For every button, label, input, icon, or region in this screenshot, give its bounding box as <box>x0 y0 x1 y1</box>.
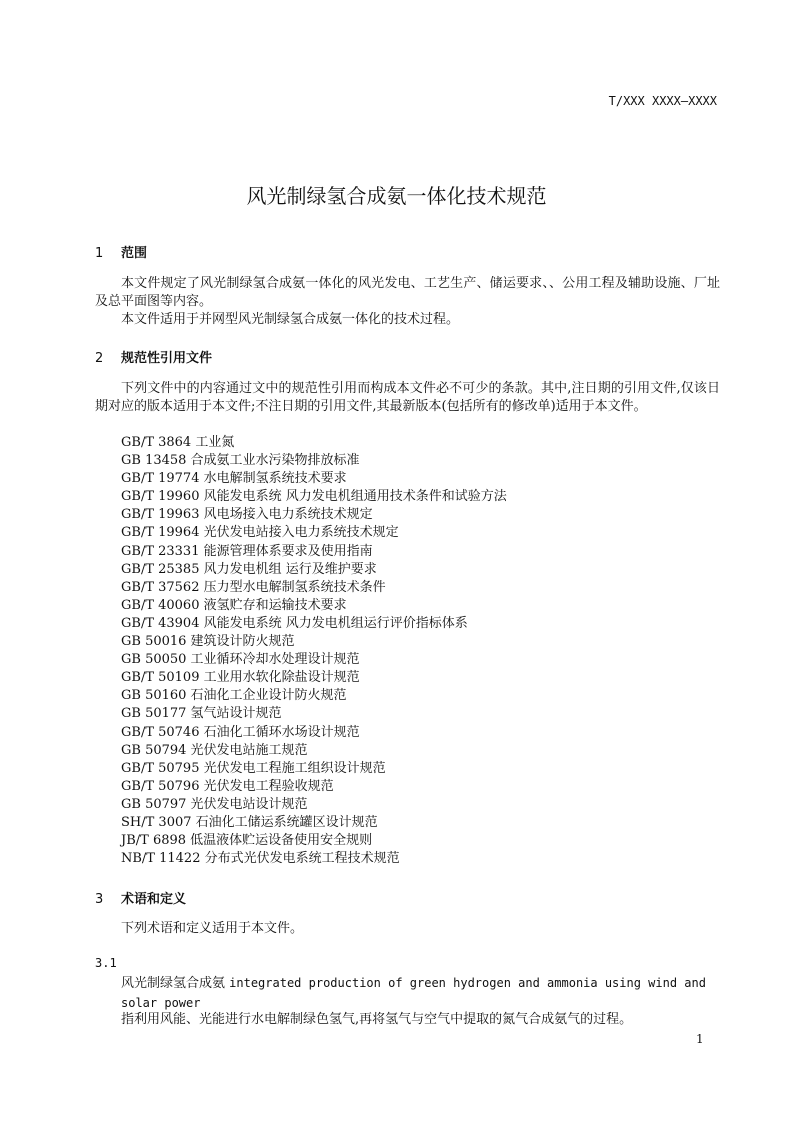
reference-item: GB 50016 建筑设计防火规范 <box>121 634 295 650</box>
reference-item: GB/T 50109 工业用水软化除盐设计规范 <box>121 670 360 686</box>
reference-item: GB/T 19963 风电场接入电力系统技术规定 <box>121 507 373 523</box>
term-number: 3.1 <box>95 956 117 970</box>
section-1-heading <box>95 242 147 261</box>
reference-item: GB 50797 光伏发电站设计规范 <box>121 796 308 812</box>
reference-item: NB/T 11422 分布式光伏发电系统工程技术规范 <box>121 851 400 867</box>
reference-item: GB/T 23331 能源管理体系要求及使用指南 <box>121 543 373 559</box>
section-number: 3 <box>95 892 104 907</box>
reference-item: GB/T 37562 压力型水电解制氢系统技术条件 <box>121 579 386 595</box>
reference-item: GB/T 40060 液氢贮存和运输技术要求 <box>121 597 347 613</box>
document-code: T/XXX XXXX—XXXX <box>608 94 717 108</box>
reference-item: JB/T 6898 低温液体贮运设备使用安全规则 <box>121 833 373 849</box>
reference-item: GB 50177 氢气站设计规范 <box>121 706 282 722</box>
section-number: 2 <box>95 351 104 366</box>
paragraph: 本文件规定了风光制绿氢合成氨一体化的风光发电、工艺生产、储运要求、、公用工程及辅助设施、厂址及总平面图等内容。 <box>95 276 720 310</box>
section-title: 术语和定义 <box>121 892 187 907</box>
term-zh: 风光制绿氢合成氨 <box>121 976 226 991</box>
section-number: 1 <box>95 246 104 261</box>
term-entry <box>121 974 721 1013</box>
reference-item: GB 50050 工业循环冷却水处理设计规范 <box>121 652 360 668</box>
reference-item: GB/T 19964 光伏发电站接入电力系统技术规定 <box>121 525 399 541</box>
term-definition: 指利用风能、光能进行水电解制绿色氢气,再将氢气与空气中提取的氮气合成氨气的过程。 <box>121 1012 633 1027</box>
section-2-heading <box>95 347 212 366</box>
paragraph: 下列文件中的内容通过文中的规范性引用而构成本文件必不可少的条款。其中,注日期的引用文件,仅该日期对应的版本适用于本文件;不注日期的引用文件,其最新版本(包括所有的修改单)适用于本文件。 <box>95 381 720 415</box>
reference-item: GB/T 50795 光伏发电工程施工组织设计规范 <box>121 760 386 776</box>
paragraph: 本文件适用于并网型风光制绿氢合成氨一体化的技术过程。 <box>121 312 460 327</box>
reference-item: GB/T 50746 石油化工循环水场设计规范 <box>121 724 360 740</box>
reference-item: GB 50794 光伏发电站施工规范 <box>121 742 308 758</box>
reference-item: GB 13458 合成氨工业水污染物排放标准 <box>121 453 360 469</box>
reference-list <box>121 434 507 868</box>
reference-item: GB/T 25385 风力发电机组 运行及维护要求 <box>121 561 377 577</box>
reference-item: SH/T 3007 石油化工储运系统罐区设计规范 <box>121 814 378 830</box>
paragraph: 下列术语和定义适用于本文件。 <box>121 921 304 936</box>
page-number: 1 <box>696 1032 704 1046</box>
reference-item: GB/T 19960 风能发电系统 风力发电机组通用技术条件和试验方法 <box>121 489 507 505</box>
section-title: 规范性引用文件 <box>121 351 213 366</box>
reference-item: GB/T 43904 风能发电系统 风力发电机组运行评价指标体系 <box>121 615 468 631</box>
document-title: 风光制绿氢合成氨一体化技术规范 <box>246 184 547 208</box>
reference-item: GB/T 19774 水电解制氢系统技术要求 <box>121 471 347 487</box>
reference-item: GB 50160 石油化工企业设计防火规范 <box>121 688 347 704</box>
reference-item: GB/T 3864 工业氮 <box>121 435 235 450</box>
reference-item: GB/T 50796 光伏发电工程验收规范 <box>121 778 334 794</box>
section-3-heading <box>95 888 186 907</box>
section-title: 范围 <box>121 246 148 261</box>
term-en: integrated production of green hydrogen and ammonia using wind and solar power <box>121 976 706 1010</box>
